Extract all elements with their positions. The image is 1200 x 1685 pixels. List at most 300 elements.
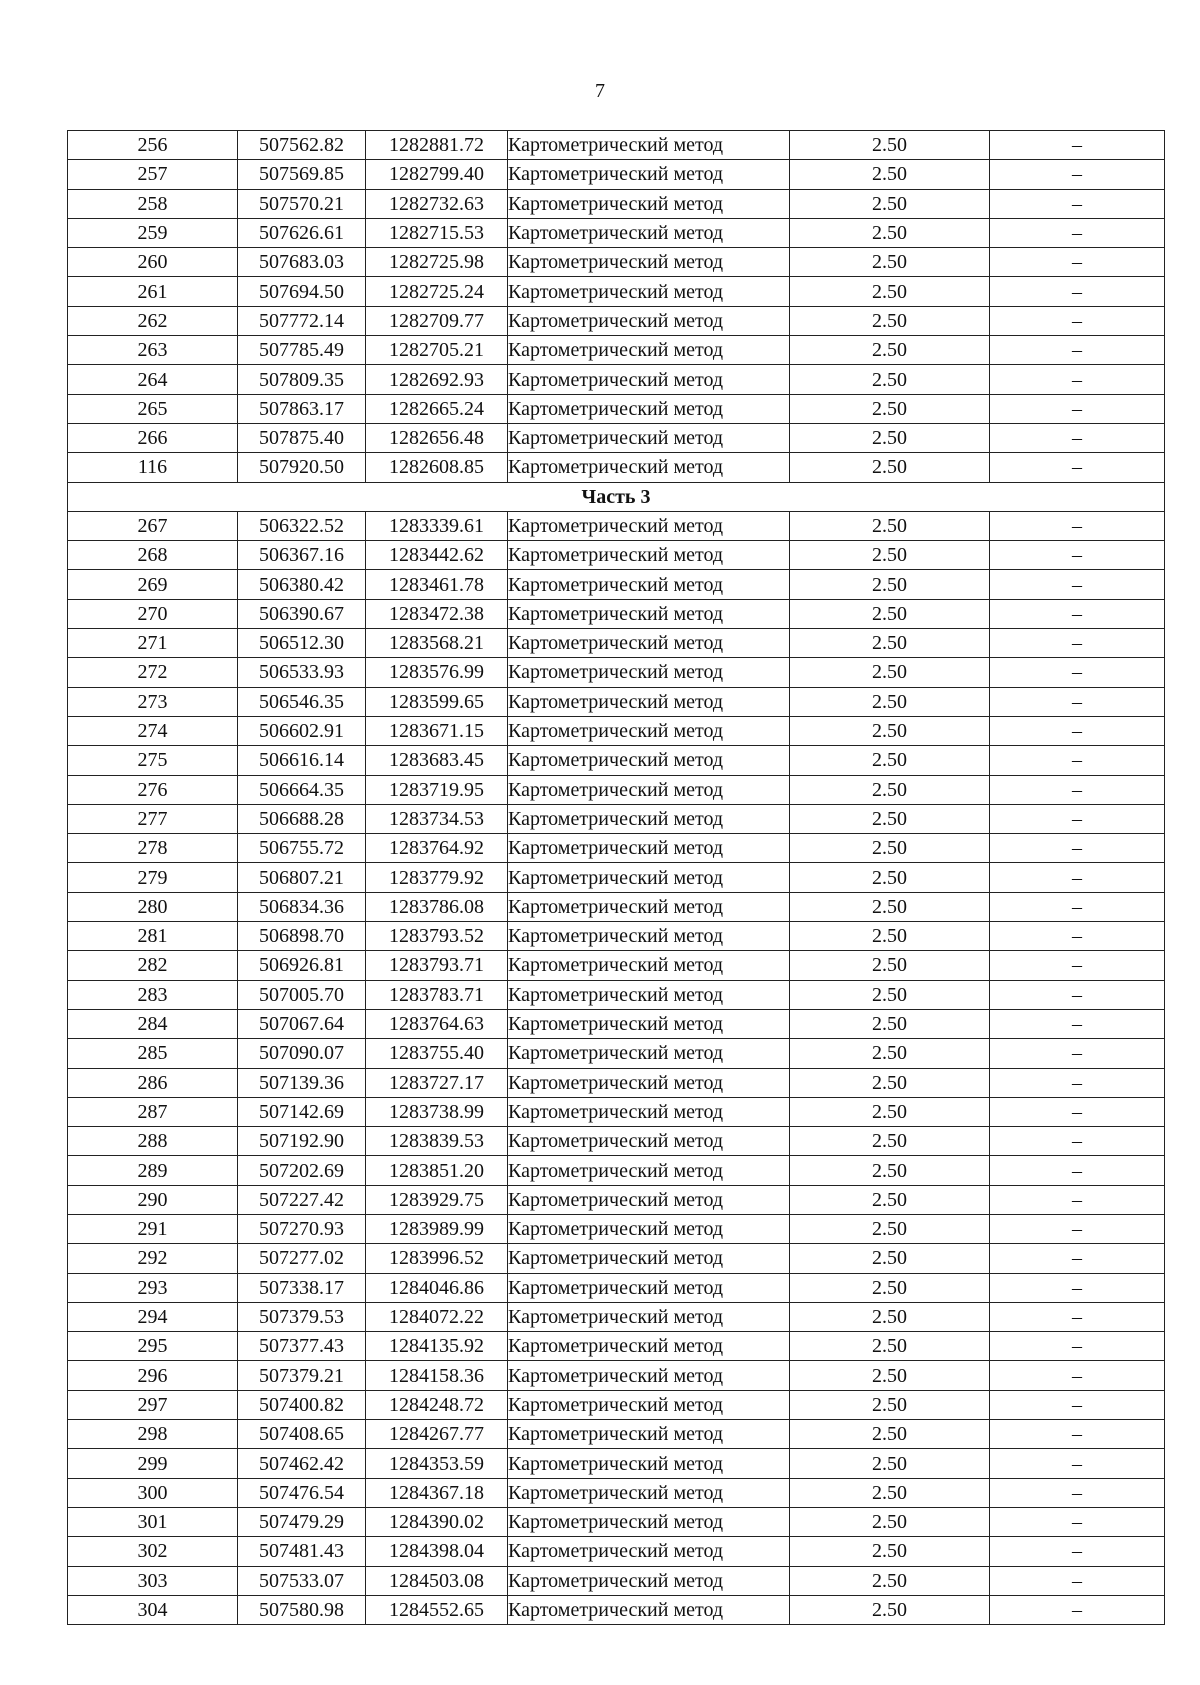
point-number-cell: 295: [68, 1332, 238, 1361]
note-cell: –: [990, 1039, 1165, 1068]
y-coordinate-cell: 1284046.86: [366, 1273, 508, 1302]
x-coordinate-cell: 507580.98: [238, 1595, 366, 1624]
table-row: [68, 1068, 1165, 1097]
method-cell: Картометрический метод: [508, 716, 790, 745]
y-coordinate-cell: 1283472.38: [366, 599, 508, 628]
x-coordinate-cell: 507863.17: [238, 394, 366, 423]
y-coordinate-cell: 1284267.77: [366, 1420, 508, 1449]
x-coordinate-cell: 506512.30: [238, 629, 366, 658]
x-coordinate-cell: 507379.53: [238, 1302, 366, 1331]
coordinates-table: [67, 130, 1165, 1625]
point-number-cell: 297: [68, 1390, 238, 1419]
accuracy-cell: 2.50: [790, 453, 990, 482]
note-cell: –: [990, 980, 1165, 1009]
point-number-cell: 289: [68, 1156, 238, 1185]
note-cell: –: [990, 277, 1165, 306]
y-coordinate-cell: 1282799.40: [366, 160, 508, 189]
x-coordinate-cell: 506367.16: [238, 541, 366, 570]
note-cell: –: [990, 1009, 1165, 1038]
accuracy-cell: 2.50: [790, 570, 990, 599]
table-row: [68, 1009, 1165, 1038]
point-number-cell: 282: [68, 951, 238, 980]
table-row: [68, 1302, 1165, 1331]
y-coordinate-cell: 1283568.21: [366, 629, 508, 658]
point-number-cell: 288: [68, 1127, 238, 1156]
table-row: [68, 1156, 1165, 1185]
note-cell: –: [990, 1595, 1165, 1624]
note-cell: –: [990, 775, 1165, 804]
x-coordinate-cell: 507809.35: [238, 365, 366, 394]
x-coordinate-cell: 507462.42: [238, 1449, 366, 1478]
note-cell: –: [990, 570, 1165, 599]
note-cell: –: [990, 1097, 1165, 1126]
method-cell: Картометрический метод: [508, 541, 790, 570]
point-number-cell: 256: [68, 131, 238, 160]
accuracy-cell: 2.50: [790, 1507, 990, 1536]
method-cell: Картометрический метод: [508, 1214, 790, 1243]
x-coordinate-cell: 506546.35: [238, 687, 366, 716]
point-number-cell: 279: [68, 863, 238, 892]
note-cell: –: [990, 1537, 1165, 1566]
table-row: [68, 160, 1165, 189]
method-cell: Картометрический метод: [508, 951, 790, 980]
x-coordinate-cell: 506926.81: [238, 951, 366, 980]
x-coordinate-cell: 506390.67: [238, 599, 366, 628]
x-coordinate-cell: 507533.07: [238, 1566, 366, 1595]
note-cell: –: [990, 365, 1165, 394]
accuracy-cell: 2.50: [790, 1390, 990, 1419]
y-coordinate-cell: 1284135.92: [366, 1332, 508, 1361]
y-coordinate-cell: 1283576.99: [366, 658, 508, 687]
table-row: [68, 1566, 1165, 1595]
x-coordinate-cell: 507202.69: [238, 1156, 366, 1185]
table-row: [68, 1273, 1165, 1302]
method-cell: Картометрический метод: [508, 1507, 790, 1536]
accuracy-cell: 2.50: [790, 863, 990, 892]
accuracy-cell: 2.50: [790, 775, 990, 804]
point-number-cell: 267: [68, 511, 238, 540]
x-coordinate-cell: 506380.42: [238, 570, 366, 599]
x-coordinate-cell: 507481.43: [238, 1537, 366, 1566]
y-coordinate-cell: 1283839.53: [366, 1127, 508, 1156]
method-cell: Картометрический метод: [508, 1478, 790, 1507]
note-cell: –: [990, 511, 1165, 540]
note-cell: –: [990, 658, 1165, 687]
y-coordinate-cell: 1283734.53: [366, 804, 508, 833]
note-cell: –: [990, 1449, 1165, 1478]
method-cell: Картометрический метод: [508, 570, 790, 599]
point-number-cell: 265: [68, 394, 238, 423]
note-cell: –: [990, 1156, 1165, 1185]
note-cell: –: [990, 1302, 1165, 1331]
note-cell: –: [990, 1244, 1165, 1273]
accuracy-cell: 2.50: [790, 336, 990, 365]
note-cell: –: [990, 1273, 1165, 1302]
accuracy-cell: 2.50: [790, 394, 990, 423]
point-number-cell: 116: [68, 453, 238, 482]
y-coordinate-cell: 1283783.71: [366, 980, 508, 1009]
table-row: [68, 834, 1165, 863]
note-cell: –: [990, 160, 1165, 189]
method-cell: Картометрический метод: [508, 775, 790, 804]
accuracy-cell: 2.50: [790, 306, 990, 335]
note-cell: –: [990, 423, 1165, 452]
y-coordinate-cell: 1283989.99: [366, 1214, 508, 1243]
point-number-cell: 300: [68, 1478, 238, 1507]
x-coordinate-cell: 507067.64: [238, 1009, 366, 1038]
section-row: [68, 482, 1165, 511]
y-coordinate-cell: 1283793.71: [366, 951, 508, 980]
table-row: [68, 775, 1165, 804]
point-number-cell: 278: [68, 834, 238, 863]
table-row: [68, 277, 1165, 306]
table-row: [68, 804, 1165, 833]
table-row: [68, 1595, 1165, 1624]
table-row: [68, 394, 1165, 423]
method-cell: Картометрический метод: [508, 1273, 790, 1302]
y-coordinate-cell: 1282608.85: [366, 453, 508, 482]
note-cell: –: [990, 1127, 1165, 1156]
accuracy-cell: 2.50: [790, 541, 990, 570]
x-coordinate-cell: 507227.42: [238, 1185, 366, 1214]
x-coordinate-cell: 507338.17: [238, 1273, 366, 1302]
note-cell: –: [990, 189, 1165, 218]
accuracy-cell: 2.50: [790, 1068, 990, 1097]
y-coordinate-cell: 1283738.99: [366, 1097, 508, 1126]
y-coordinate-cell: 1283793.52: [366, 922, 508, 951]
y-coordinate-cell: 1283599.65: [366, 687, 508, 716]
note-cell: –: [990, 687, 1165, 716]
point-number-cell: 257: [68, 160, 238, 189]
note-cell: –: [990, 1332, 1165, 1361]
table-row: [68, 1214, 1165, 1243]
note-cell: –: [990, 306, 1165, 335]
x-coordinate-cell: 507570.21: [238, 189, 366, 218]
table-row: [68, 248, 1165, 277]
point-number-cell: 268: [68, 541, 238, 570]
point-number-cell: 266: [68, 423, 238, 452]
method-cell: Картометрический метод: [508, 599, 790, 628]
point-number-cell: 287: [68, 1097, 238, 1126]
table-row: [68, 746, 1165, 775]
method-cell: Картометрический метод: [508, 277, 790, 306]
y-coordinate-cell: 1283727.17: [366, 1068, 508, 1097]
accuracy-cell: 2.50: [790, 1478, 990, 1507]
method-cell: Картометрический метод: [508, 1390, 790, 1419]
accuracy-cell: 2.50: [790, 892, 990, 921]
x-coordinate-cell: 507476.54: [238, 1478, 366, 1507]
table-row: [68, 336, 1165, 365]
y-coordinate-cell: 1283671.15: [366, 716, 508, 745]
y-coordinate-cell: 1283779.92: [366, 863, 508, 892]
method-cell: Картометрический метод: [508, 980, 790, 1009]
accuracy-cell: 2.50: [790, 834, 990, 863]
accuracy-cell: 2.50: [790, 1127, 990, 1156]
y-coordinate-cell: 1282715.53: [366, 218, 508, 247]
point-number-cell: 284: [68, 1009, 238, 1038]
y-coordinate-cell: 1284552.65: [366, 1595, 508, 1624]
note-cell: –: [990, 746, 1165, 775]
note-cell: –: [990, 1361, 1165, 1390]
y-coordinate-cell: 1282881.72: [366, 131, 508, 160]
y-coordinate-cell: 1283929.75: [366, 1185, 508, 1214]
method-cell: Картометрический метод: [508, 1302, 790, 1331]
y-coordinate-cell: 1282705.21: [366, 336, 508, 365]
point-number-cell: 263: [68, 336, 238, 365]
y-coordinate-cell: 1283339.61: [366, 511, 508, 540]
y-coordinate-cell: 1284072.22: [366, 1302, 508, 1331]
table-row: [68, 1420, 1165, 1449]
accuracy-cell: 2.50: [790, 365, 990, 394]
point-number-cell: 259: [68, 218, 238, 247]
x-coordinate-cell: 507270.93: [238, 1214, 366, 1243]
y-coordinate-cell: 1283683.45: [366, 746, 508, 775]
x-coordinate-cell: 507626.61: [238, 218, 366, 247]
accuracy-cell: 2.50: [790, 1244, 990, 1273]
point-number-cell: 276: [68, 775, 238, 804]
note-cell: –: [990, 863, 1165, 892]
table-row: [68, 453, 1165, 482]
y-coordinate-cell: 1282725.24: [366, 277, 508, 306]
point-number-cell: 303: [68, 1566, 238, 1595]
y-coordinate-cell: 1282709.77: [366, 306, 508, 335]
table-row: [68, 1185, 1165, 1214]
accuracy-cell: 2.50: [790, 1566, 990, 1595]
accuracy-cell: 2.50: [790, 1097, 990, 1126]
point-number-cell: 301: [68, 1507, 238, 1536]
method-cell: Картометрический метод: [508, 1185, 790, 1214]
accuracy-cell: 2.50: [790, 687, 990, 716]
table-row: [68, 1478, 1165, 1507]
table-row: [68, 365, 1165, 394]
accuracy-cell: 2.50: [790, 716, 990, 745]
note-cell: –: [990, 1420, 1165, 1449]
note-cell: –: [990, 248, 1165, 277]
y-coordinate-cell: 1283719.95: [366, 775, 508, 804]
y-coordinate-cell: 1284398.04: [366, 1537, 508, 1566]
table-row: [68, 189, 1165, 218]
point-number-cell: 298: [68, 1420, 238, 1449]
note-cell: –: [990, 1507, 1165, 1536]
accuracy-cell: 2.50: [790, 804, 990, 833]
note-cell: –: [990, 951, 1165, 980]
x-coordinate-cell: 507090.07: [238, 1039, 366, 1068]
note-cell: –: [990, 541, 1165, 570]
point-number-cell: 272: [68, 658, 238, 687]
note-cell: –: [990, 1214, 1165, 1243]
accuracy-cell: 2.50: [790, 131, 990, 160]
y-coordinate-cell: 1283755.40: [366, 1039, 508, 1068]
method-cell: Картометрический метод: [508, 658, 790, 687]
x-coordinate-cell: 507277.02: [238, 1244, 366, 1273]
method-cell: Картометрический метод: [508, 687, 790, 716]
method-cell: Картометрический метод: [508, 306, 790, 335]
accuracy-cell: 2.50: [790, 1302, 990, 1331]
point-number-cell: 285: [68, 1039, 238, 1068]
y-coordinate-cell: 1284503.08: [366, 1566, 508, 1595]
table-row: [68, 1537, 1165, 1566]
method-cell: Картометрический метод: [508, 160, 790, 189]
point-number-cell: 302: [68, 1537, 238, 1566]
point-number-cell: 291: [68, 1214, 238, 1243]
method-cell: Картометрический метод: [508, 365, 790, 394]
accuracy-cell: 2.50: [790, 1449, 990, 1478]
x-coordinate-cell: 506322.52: [238, 511, 366, 540]
point-number-cell: 271: [68, 629, 238, 658]
coordinates-table-body: [68, 131, 1165, 1625]
method-cell: Картометрический метод: [508, 1039, 790, 1068]
x-coordinate-cell: 506807.21: [238, 863, 366, 892]
x-coordinate-cell: 507400.82: [238, 1390, 366, 1419]
table-row: [68, 1127, 1165, 1156]
note-cell: –: [990, 834, 1165, 863]
accuracy-cell: 2.50: [790, 746, 990, 775]
method-cell: Картометрический метод: [508, 1156, 790, 1185]
x-coordinate-cell: 507408.65: [238, 1420, 366, 1449]
x-coordinate-cell: 507377.43: [238, 1332, 366, 1361]
accuracy-cell: 2.50: [790, 629, 990, 658]
x-coordinate-cell: 506755.72: [238, 834, 366, 863]
x-coordinate-cell: 507785.49: [238, 336, 366, 365]
method-cell: Картометрический метод: [508, 804, 790, 833]
page-number: 7: [595, 80, 605, 102]
y-coordinate-cell: 1283764.63: [366, 1009, 508, 1038]
method-cell: Картометрический метод: [508, 453, 790, 482]
x-coordinate-cell: 506834.36: [238, 892, 366, 921]
point-number-cell: 262: [68, 306, 238, 335]
note-cell: –: [990, 394, 1165, 423]
table-row: [68, 131, 1165, 160]
table-row: [68, 570, 1165, 599]
accuracy-cell: 2.50: [790, 1214, 990, 1243]
method-cell: Картометрический метод: [508, 892, 790, 921]
point-number-cell: 286: [68, 1068, 238, 1097]
y-coordinate-cell: 1282665.24: [366, 394, 508, 423]
note-cell: –: [990, 892, 1165, 921]
note-cell: –: [990, 1566, 1165, 1595]
table-row: [68, 687, 1165, 716]
accuracy-cell: 2.50: [790, 189, 990, 218]
x-coordinate-cell: 506602.91: [238, 716, 366, 745]
method-cell: Картометрический метод: [508, 394, 790, 423]
note-cell: –: [990, 336, 1165, 365]
x-coordinate-cell: 507142.69: [238, 1097, 366, 1126]
x-coordinate-cell: 506664.35: [238, 775, 366, 804]
x-coordinate-cell: 507562.82: [238, 131, 366, 160]
table-row: [68, 1507, 1165, 1536]
table-row: [68, 1097, 1165, 1126]
method-cell: Картометрический метод: [508, 629, 790, 658]
x-coordinate-cell: 507379.21: [238, 1361, 366, 1390]
table-row: [68, 541, 1165, 570]
x-coordinate-cell: 507005.70: [238, 980, 366, 1009]
table-row: [68, 1390, 1165, 1419]
point-number-cell: 261: [68, 277, 238, 306]
y-coordinate-cell: 1284248.72: [366, 1390, 508, 1419]
point-number-cell: 270: [68, 599, 238, 628]
method-cell: Картометрический метод: [508, 863, 790, 892]
method-cell: Картометрический метод: [508, 1361, 790, 1390]
accuracy-cell: 2.50: [790, 1273, 990, 1302]
point-number-cell: 283: [68, 980, 238, 1009]
method-cell: Картометрический метод: [508, 1595, 790, 1624]
y-coordinate-cell: 1284367.18: [366, 1478, 508, 1507]
y-coordinate-cell: 1283851.20: [366, 1156, 508, 1185]
note-cell: –: [990, 804, 1165, 833]
accuracy-cell: 2.50: [790, 980, 990, 1009]
point-number-cell: 258: [68, 189, 238, 218]
y-coordinate-cell: 1284390.02: [366, 1507, 508, 1536]
y-coordinate-cell: 1283786.08: [366, 892, 508, 921]
method-cell: Картометрический метод: [508, 423, 790, 452]
x-coordinate-cell: 506898.70: [238, 922, 366, 951]
x-coordinate-cell: 506616.14: [238, 746, 366, 775]
point-number-cell: 304: [68, 1595, 238, 1624]
accuracy-cell: 2.50: [790, 160, 990, 189]
method-cell: Картометрический метод: [508, 1420, 790, 1449]
point-number-cell: 260: [68, 248, 238, 277]
x-coordinate-cell: 507479.29: [238, 1507, 366, 1536]
accuracy-cell: 2.50: [790, 599, 990, 628]
y-coordinate-cell: 1282725.98: [366, 248, 508, 277]
table-row: [68, 922, 1165, 951]
method-cell: Картометрический метод: [508, 336, 790, 365]
accuracy-cell: 2.50: [790, 1420, 990, 1449]
method-cell: Картометрический метод: [508, 1068, 790, 1097]
method-cell: Картометрический метод: [508, 189, 790, 218]
note-cell: –: [990, 629, 1165, 658]
table-row: [68, 1039, 1165, 1068]
table-row: [68, 1449, 1165, 1478]
note-cell: –: [990, 599, 1165, 628]
note-cell: –: [990, 1068, 1165, 1097]
x-coordinate-cell: 507920.50: [238, 453, 366, 482]
table-row: [68, 892, 1165, 921]
y-coordinate-cell: 1283996.52: [366, 1244, 508, 1273]
x-coordinate-cell: 507683.03: [238, 248, 366, 277]
section-title: Часть 3: [68, 482, 1165, 511]
accuracy-cell: 2.50: [790, 1332, 990, 1361]
x-coordinate-cell: 506533.93: [238, 658, 366, 687]
table-row: [68, 1332, 1165, 1361]
point-number-cell: 299: [68, 1449, 238, 1478]
point-number-cell: 294: [68, 1302, 238, 1331]
accuracy-cell: 2.50: [790, 658, 990, 687]
point-number-cell: 264: [68, 365, 238, 394]
point-number-cell: 292: [68, 1244, 238, 1273]
point-number-cell: 275: [68, 746, 238, 775]
accuracy-cell: 2.50: [790, 423, 990, 452]
point-number-cell: 277: [68, 804, 238, 833]
accuracy-cell: 2.50: [790, 951, 990, 980]
method-cell: Картометрический метод: [508, 1009, 790, 1038]
point-number-cell: 280: [68, 892, 238, 921]
table-row: [68, 599, 1165, 628]
x-coordinate-cell: 507569.85: [238, 160, 366, 189]
method-cell: Картометрический метод: [508, 1332, 790, 1361]
note-cell: –: [990, 1390, 1165, 1419]
table-row: [68, 658, 1165, 687]
point-number-cell: 296: [68, 1361, 238, 1390]
point-number-cell: 269: [68, 570, 238, 599]
y-coordinate-cell: 1282732.63: [366, 189, 508, 218]
method-cell: Картометрический метод: [508, 1449, 790, 1478]
table-row: [68, 716, 1165, 745]
y-coordinate-cell: 1283461.78: [366, 570, 508, 599]
method-cell: Картометрический метод: [508, 1244, 790, 1273]
x-coordinate-cell: 507192.90: [238, 1127, 366, 1156]
note-cell: –: [990, 131, 1165, 160]
